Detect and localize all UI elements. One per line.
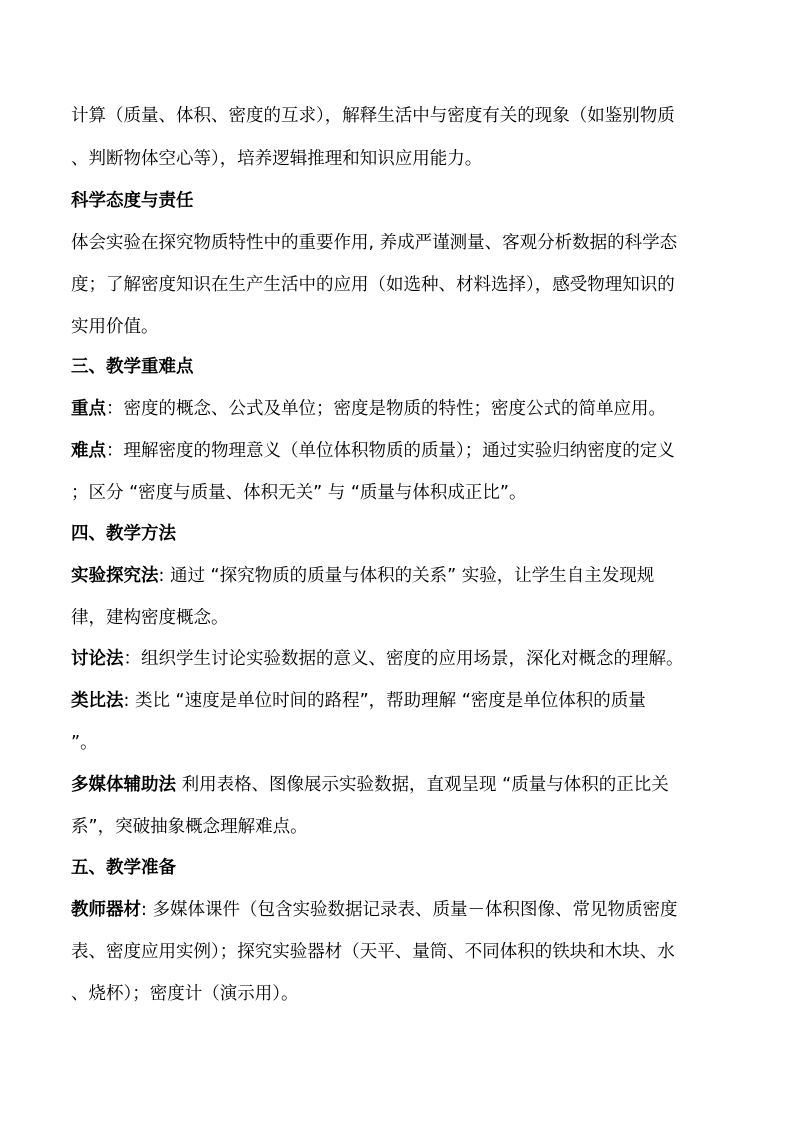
difficult-point-text-1: ：理解密度的物理意义（单位体积物质的质量）；通过实验归纳密度的定义 xyxy=(106,441,675,461)
method-4-text-1: 利用表格、图像展示实验数据，直观呈现 “质量与体积的正比关 xyxy=(176,775,669,795)
method-2-label: 讨论法 xyxy=(71,649,124,669)
method-1-label: 实验探究法 xyxy=(71,566,159,586)
prep-text-1: : 多媒体课件（包含实验数据记录表、质量－体积图像、常见物质密度 xyxy=(141,900,678,920)
difficult-point-line-1 xyxy=(71,439,731,463)
attitude-heading: 科学态度与责任 xyxy=(71,191,194,211)
section-5-heading: 五、教学准备 xyxy=(71,858,176,878)
method-2-line xyxy=(71,647,731,671)
key-point-label: 重点 xyxy=(71,399,106,419)
difficult-point-line-2: ；区分 “密度与质量、体积无关” 与 “质量与体积成正比”。 xyxy=(71,483,527,503)
key-point-text: ：密度的概念、公式及单位；密度是物质的特性；密度公式的简单应用。 xyxy=(106,399,666,419)
method-3-label: 类比法 xyxy=(71,691,124,711)
method-3-line-1 xyxy=(71,689,731,713)
key-point-line xyxy=(71,397,731,421)
prep-label: 教师器材 xyxy=(71,900,141,920)
attitude-line-1: 体会实验在探究物质特性中的重要作用, 养成严谨测量、客观分析数据的科学态 xyxy=(71,233,678,253)
section-3-heading: 三、教学重难点 xyxy=(71,357,194,377)
attitude-line-2: 度；了解密度知识在生产生活中的应用（如选种、材料选择），感受物理知识的 xyxy=(71,275,675,295)
attitude-line-3: 实用价值。 xyxy=(71,317,159,337)
section-4-heading: 四、教学方法 xyxy=(71,524,176,544)
method-4-label: 多媒体辅助法 xyxy=(71,775,176,795)
difficult-point-label: 难点 xyxy=(71,441,106,461)
method-3-text-1: : 类比 “速度是单位时间的路程”，帮助理解 “密度是单位体积的质量 xyxy=(123,691,646,711)
method-4-line-1 xyxy=(71,773,731,797)
method-3-line-2: ”。 xyxy=(71,733,98,753)
intro-line-2: 、判断物体空心等），培养逻辑推理和知识应用能力。 xyxy=(71,149,483,169)
prep-line-3: 、烧杯）；密度计（演示用）。 xyxy=(71,984,299,1004)
method-1-line-2: 律，建构密度概念。 xyxy=(71,608,229,628)
method-1-line-1 xyxy=(71,564,731,588)
method-1-text-1: : 通过 “探究物质的质量与体积的关系” 实验，让学生自主发现规 xyxy=(158,566,655,586)
method-4-line-2: 系”，突破抽象概念理解难点。 xyxy=(71,817,308,837)
prep-line-1 xyxy=(71,898,731,922)
prep-line-2: 表、密度应用实例）；探究实验器材（天平、量筒、不同体积的铁块和木块、水 xyxy=(71,942,675,962)
intro-line-1: 计算（质量、体积、密度的互求），解释生活中与密度有关的现象（如鉴别物质 xyxy=(71,106,675,126)
method-2-text: ：组织学生讨论实验数据的意义、密度的应用场景，深化对概念的理解。 xyxy=(123,649,684,669)
